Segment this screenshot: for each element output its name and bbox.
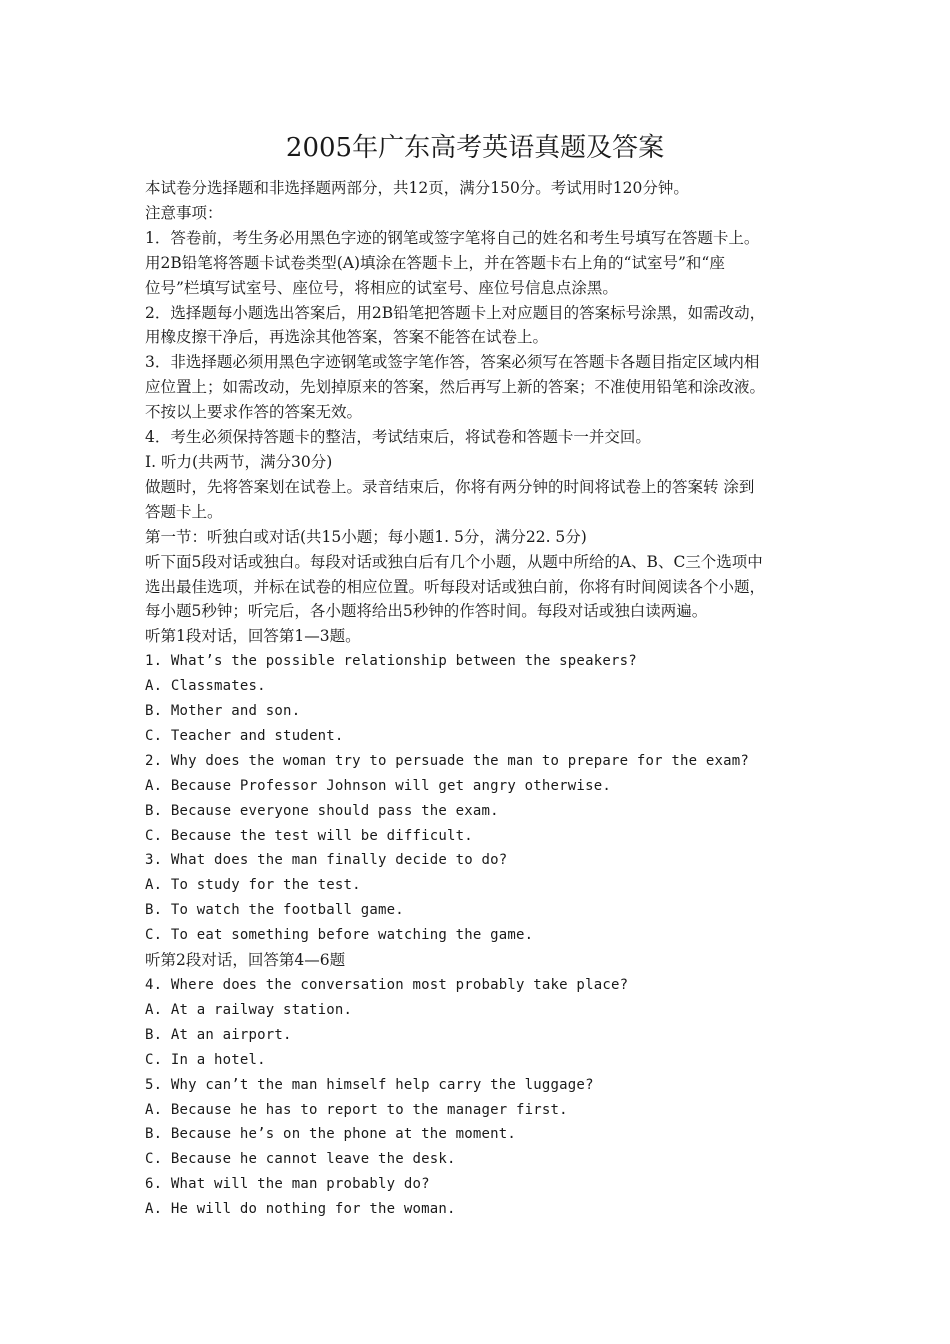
text-line: 位号”栏填写试室号、座位号，将相应的试室号、座位号信息点涂黑。 bbox=[145, 278, 618, 297]
question-line: A. To study for the test. bbox=[145, 877, 361, 894]
text-line: 注意事项： bbox=[145, 203, 223, 222]
question-line: C. In a hotel. bbox=[145, 1051, 266, 1068]
question-line: 4. Where does the conversation most probably take place? bbox=[145, 977, 629, 993]
question-line: C. Because the test will be difficult. bbox=[145, 827, 473, 844]
text-line: 每小题5秒钟；听完后，各小题将给出5秒钟的作答时间。每段对话或独白读两遍。 bbox=[145, 602, 708, 621]
text-line: 用橡皮擦干净后，再选涂其他答案，答案不能答在试卷上。 bbox=[145, 328, 549, 347]
question-line: B. Because he’s on the phone at the moment. bbox=[145, 1126, 517, 1143]
text-line: 答题卡上。 bbox=[145, 502, 223, 521]
document-body bbox=[145, 176, 817, 1222]
question-line: A. He will do nothing for the woman. bbox=[145, 1201, 456, 1218]
text-line: 2．选择题每小题选出答案后，用2B铅笔把答题卡上对应题目的答案标号涂黑，如需改动， bbox=[145, 303, 766, 322]
question-line: A. Classmates. bbox=[145, 678, 266, 695]
text-line: 不按以上要求作答的答案无效。 bbox=[145, 403, 363, 422]
question-line: B. Because everyone should pass the exam. bbox=[145, 802, 499, 819]
question-line: C. Because he cannot leave the desk. bbox=[145, 1151, 456, 1168]
question-line: C. To eat something before watching the game. bbox=[145, 927, 534, 944]
text-line: 选出最佳选项，并标在试卷的相应位置。听每段对话或独白前，你将有时间阅读各个小题， bbox=[145, 577, 766, 596]
text-line: 第一节：听独白或对话(共15小题；每小题1. 5分，满分22. 5分) bbox=[145, 527, 587, 546]
text-line: 3．非选择题必须用黑色字迹钢笔或签字笔作答，答案必须写在答题卡各题目指定区域内相 bbox=[145, 353, 760, 372]
text-line: 听第2段对话，回答第4—6题 bbox=[145, 951, 346, 970]
text-line: 用2B铅笔将答题卡试卷类型(A)填涂在答题卡上，并在答题卡右上角的“试室号”和“座 bbox=[145, 253, 725, 272]
text-line: 听下面5段对话或独白。每段对话或独白后有几个小题，从题中所给的A、B、C三个选项中 bbox=[145, 552, 763, 571]
question-line: A. At a railway station. bbox=[145, 1001, 353, 1018]
text-line: 做题时，先将答案划在试卷上。录音结束后，你将有两分钟的时间将试卷上的答案转 涂到 bbox=[145, 477, 755, 496]
question-line: C. Teacher and student. bbox=[145, 727, 344, 744]
text-line: 听第1段对话，回答第1—3题。 bbox=[145, 627, 361, 646]
question-line: 5. Why can’t the man himself help carry the luggage? bbox=[145, 1076, 594, 1093]
question-line: A. Because Professor Johnson will get angry otherwise. bbox=[145, 777, 611, 794]
question-line: B. At an airport. bbox=[145, 1026, 292, 1043]
text-line: 应位置上；如需改动，先划掉原来的答案，然后再写上新的答案；不准使用铅笔和涂改液。 bbox=[145, 378, 766, 397]
question-line: A. Because he has to report to the manager first. bbox=[145, 1101, 568, 1118]
question-line: B. Mother and son. bbox=[145, 703, 301, 720]
text-line: 本试卷分选择题和非选择题两部分，共12页，满分150分。考试用时120分钟。 bbox=[145, 179, 689, 197]
text-line: 4．考生必须保持答题卡的整洁，考试结束后，将试卷和答题卡一并交回。 bbox=[145, 428, 651, 447]
document-title: 2005年广东高考英语真题及答案 bbox=[285, 133, 665, 163]
question-line: B. To watch the football game. bbox=[145, 902, 404, 919]
text-line: 1．答卷前，考生务必用黑色字迹的钢笔或签字笔将自己的姓名和考生号填写在答题卡上。 bbox=[145, 228, 760, 247]
question-line: 2. Why does the woman try to persuade the man to prepare for the exam? bbox=[145, 752, 750, 769]
text-line: I. 听力(共两节，满分30分) bbox=[145, 452, 333, 471]
question-line: 3. What does the man finally decide to do? bbox=[145, 852, 508, 869]
question-line: 6. What will the man probably do? bbox=[145, 1176, 430, 1193]
question-line: 1. What’s the possible relationship between the speakers? bbox=[145, 653, 637, 670]
